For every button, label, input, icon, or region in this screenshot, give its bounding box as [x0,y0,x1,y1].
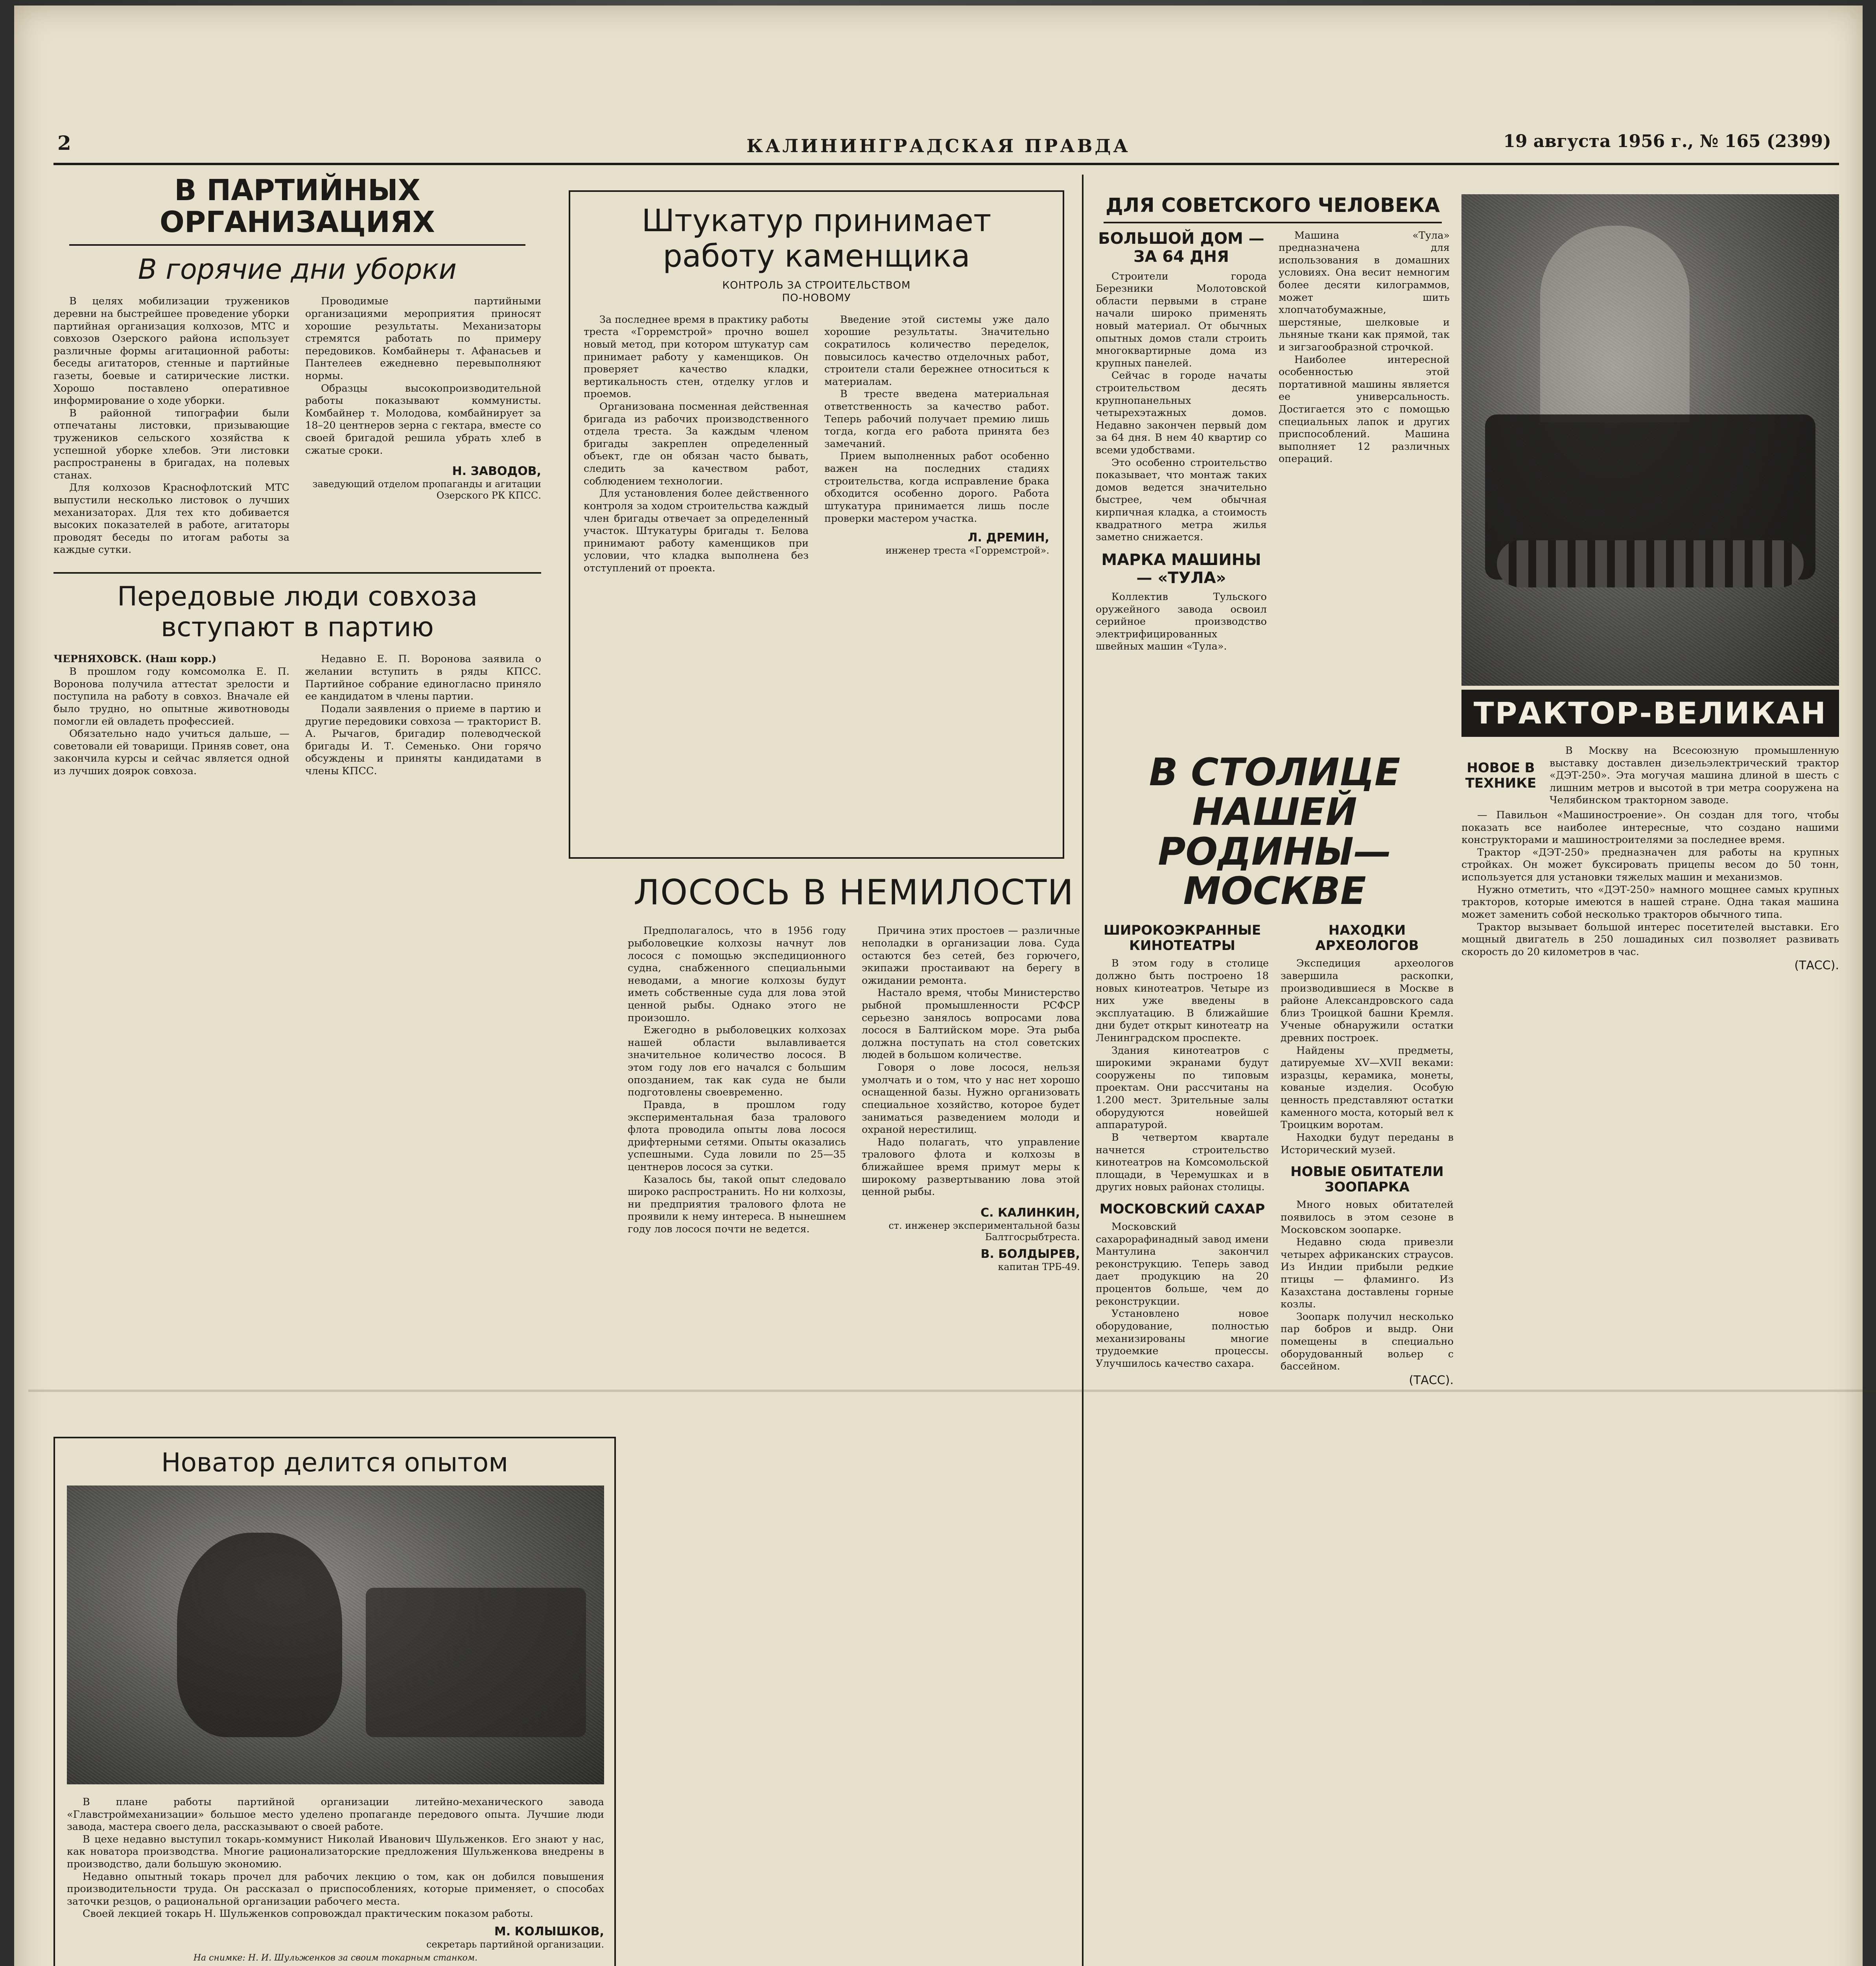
plasterer-paragraph: Введение этой системы уже дало хорошие результаты. Значительно сократилось количество переделок, повысилось качество отделочных работ, строители стали бережнее относиться к материалам. [824,313,1049,388]
issue-date: 19 августа 1956 г., № 165 (2399) [1503,131,1831,151]
zoo-paragraph: Зоопарк получил несколько пар бобров и выдр. Они помещены в специально оборудованный вольер с бассейном. [1281,1311,1454,1373]
brand-paragraph: Коллектив Тульского оружейного завода освоил серийное производство электрифицированных швейных машин «Тула». [1096,591,1267,653]
tractor-paragraph: Нужно отметить, что «ДЭТ-250» намного мощнее самых крупных тракторов, которые имеются в нашей стране. Одна такая машина может заменить собой несколько тракторов обычного типа. [1461,884,1839,920]
paper-fold [28,1390,1876,1392]
brand-paragraph: Машина «Тула» предназначена для использования в домашних условиях. Она весит немногим более десяти килограммов, может шить хлопчатобумажные, шерстяные, шелковые и льняные ткани как прямой, так и зигзагообразной строчкой. [1279,229,1450,353]
brand-title: МАРКА МАШИНЫ — «ТУЛА» [1101,550,1261,587]
novator-paragraph: В цехе недавно выступил токарь-коммунист Николай Иванович Шульженков. Его знают у нас, как новатора производства. Многие рационализаторские предложения Шульженкова внедрены в производство, дали большую экономию. [67,1833,604,1870]
page-number: 2 [57,131,71,155]
soviet-body [1096,230,1450,653]
novator-title: Новатор делится опытом [161,1447,509,1478]
salmon-paragraph: Правда, в прошлом году экспериментальная база тралового флота проводила опыты лова лосося дрифтерными сетями. Опыты оказались успешными. Суда ловили по 25—35 центнеров лосося за сутки. [628,1099,846,1173]
salmon-author-1: С. КАЛИНКИН, [980,1206,1080,1220]
tractor-signoff: (ТАСС). [1794,959,1839,973]
soviet-rubric: ДЛЯ СОВЕТСКОГО ЧЕЛОВЕКА [1106,194,1440,217]
salmon-paragraph: Казалось бы, такой опыт следовало широко распространить. Но ни колхозы, ни предприятия тралового флота не проявили к нему интереса. В нынешнем году лов лосося почти не ведется. [628,1173,846,1235]
salmon-author-2: В. БОЛДЫРЕВ, [980,1247,1080,1261]
tractor-track [1497,540,1804,587]
plasterer-paragraph: Организована посменная действенная бригада из рабочих производственного отдела треста. За каждым членом бригады закреплен определенный объект, где он обязан часто бывать, следить за качеством работ, соблюдением технологии. [584,401,809,487]
zoo-paragraph: Недавно сюда привезли четырех африканских страусов. Из Индии прибыли редкие птицы — фламинго. Из Казахстана доставлены горные козлы. [1281,1236,1454,1311]
tractor-body-cont [1461,809,1839,973]
sugar-paragraph: Московский сахарорафинадный завод имени Мантулина закончил реконструкцию. Теперь завод дает продукцию на 20 процентов больше, чем до реконструкции. [1096,1221,1269,1307]
salmon-paragraph: Надо полагать, что управление тралового флота и колхозы в ближайшее время примут меры к широкому развертыванию лова этой ценной рыбы. [862,1136,1080,1198]
salmon-author-2-role: капитан ТРБ-49. [998,1261,1080,1272]
novator-paragraph: В плане работы партийной организации литейно-механического завода «Главстроймеханизации» большое место уделено пропаганде передового опыта. Лучшие люди завода, мастера своего дела, рассказывают о своей работе. [67,1796,604,1833]
moscow-body [1096,923,1454,1388]
sovkhoz-title: Передовые люди совхоза вступают в партию [117,581,478,643]
rubric-rule [1104,222,1442,223]
masthead-rule [53,163,1839,165]
novator-body [67,1796,604,1963]
salmon-paragraph: Предполагалось, что в 1956 году рыболовецкие колхозы начнут лов лосося с помощью экспедиционного судна, снабженного специальными неводами, а многие колхозы будут иметь собственные суда для лова этой ценной рыбы. Однако этого не произошло. [628,925,846,1024]
tractor-paragraph: Трактор вызывает большой интерес посетителей выставки. Его мощный двигатель в 250 лошадиных сил позволяет развивать скорость до 20 километров в час. [1461,921,1839,958]
novator-paragraph: Недавно опытный токарь прочел для рабочих лекцию о том, как он добился повышения производительности труда. Он рассказал о приспособлениях, которые применяет, о способах заточки резцов, о рациональной организации рабочего места. [67,1870,604,1907]
moscow-title: В СТОЛИЦЕ НАШЕЙ РОДИНЫ—МОСКВЕ [1149,750,1401,913]
archaeologists-paragraph: Находки будут переданы в Исторический музей. [1281,1131,1454,1156]
harvest-paragraph: В целях мобилизации тружеников деревни на быстрейшее проведение уборки партийная организация колхозов, МТС и совхозов Озерского района использует различные формы агитационной работы: беседы агитаторов, стенные и партийные газеты, боевые и сатирические листки. Хорошо поставлено оперативное информирование о ходе уборки. [53,295,289,407]
novator-paragraph: Своей лекцией токарь Н. Шульженков сопровождал практическим показом работы. [83,1908,533,1920]
salmon-paragraph: Причина этих простоев — различные неполадки в организации лова. Суда остаются без сетей, без горючего, экипажи простаивают на берегу в ожидании ремонта. [862,925,1080,987]
plasterer-paragraph: Для установления более действенного контроля за ходом строительства каждый член бригады отвечает за определенный участок. Штукатуры бригады т. Белова принимают работу каменщиков при условии, что кладка выполнена без отступлений от проекта. [584,488,809,574]
plasterer-kicker: КОНТРОЛЬ ЗА СТРОИТЕЛЬСТВОМ ПО-НОВОМУ [722,280,911,304]
moscow-section [1096,750,1454,1966]
salmon-paragraph: Настало время, чтобы Министерство рыбной промышленности РСФСР серьезно занялось вопросами лова лосося в Балтийском море. Эта рыба должна поступать на стол советских людей в большом количестве. [862,987,1080,1061]
harvest-paragraph: В районной типографии были отпечатаны листовки, призывающие тружеников сельского хозяйства к успешной уборке хлебов. Эти листовки распространены в бригадах, на полевых станах. [53,407,289,481]
tech-label-col [1461,745,1540,807]
salmon-paragraph: Ежегодно в рыболовецких колхозах нашей области вылавливается значительное количество лосося. В этом году лов его начался с большим опозданием, так как суда не были подготовлены своевременно. [628,1024,846,1099]
novator-author-role: секретарь партийной организации. [426,1939,604,1950]
sovkhoz-paragraph: В прошлом году комсомолка Е. П. Воронова получила аттестат зрелости и поступила на работу в совхоз. Вначале ей было трудно, но опытные животноводы помогли ей овладеть профессией. [53,666,289,727]
cinema-title: ШИРОКОЭКРАННЫЕ КИНОТЕАТРЫ [1103,922,1261,954]
plasterer-body [584,314,1049,575]
house-paragraph: Строители города Березники Молотовской области первыми в стране начали широко применять новый материал. От обычных опытных домов стали строить многоквартирные дома из крупных панелей. [1096,270,1267,369]
house-title: БОЛЬШОЙ ДОМ — ЗА 64 ДНЯ [1098,229,1264,266]
harvest-author-role: заведующий отделом пропаганды и агитации Озерского РК КПСС. [312,479,541,501]
sovkhoz-paragraph: Подали заявления о приеме в партию и другие передовики совхоза — тракторист В. А. Рычагов, бригадир полеводческой бригады И. Т. Семенько. Они горячо обсуждены и приняты кандидатами в члены КПСС. [305,703,541,777]
archaeologists-paragraph: Найдены предметы, датируемые XV—XVII веками: изразцы, керамика, монеты, кованые изделия. Особую ценность представляют остатки каменного моста, который вел к Троицким воротам. [1281,1044,1454,1131]
party-section [53,175,541,1433]
plasterer-title: Штукатур принимает работу каменщика [641,203,991,274]
column-rule [1082,175,1084,1966]
harvest-body [53,295,541,556]
harvest-paragraph: Проводимые партийными организациями мероприятия приносят хорошие результаты. Механизаторы стремятся работать по примеру передовиков. Комбайнеры т. Афанасьев и Пантелеев ежедневно перевыполняют нормы. [305,295,541,382]
plasterer-box [569,190,1064,859]
salmon-author-1-role: ст. инженер экспериментальной базы Балтгосрыбтреста. [888,1220,1080,1243]
plasterer-paragraph: Прием выполненных работ особенно важен на последних стадиях строительства, когда исправление брака обходится особенно дорого. Работа штукатура принимается лишь после проверки мастером участка. [824,450,1049,525]
soviet-section [1096,194,1450,745]
harvest-title: В горячие дни уборки [138,253,457,285]
tractor-paragraph: Трактор «ДЭТ-250» предназначен для работы на крупных стройках. Он может буксировать прицепы весом до 50 тонн, используется для установки тяжелых машин и механизмов. [1461,846,1839,884]
tractor-banner: ТРАКТОР-ВЕЛИКАН [1461,690,1839,737]
sovkhoz-paragraph: Обязательно надо учиться дальше, — советовали ей товарищи. Приняв совет, она закончила курсы и сейчас является одной из лучших доярок совхоза. [53,728,289,777]
tractor-photo [1461,194,1839,686]
tech-label: НОВОЕ В ТЕХНИКЕ [1465,760,1537,792]
harvest-paragraph: Для колхозов Краснофлотский МТС выпустили несколько листовок о лучших механизаторах. Для тех кто добивается высоких показателей в работе, агитаторы проводят беседы по итогам работы за каждые сутки. [53,482,289,556]
brand-paragraph: Наиболее интересной особенностью этой портативной машины является ее универсальность. Достигается это с помощью специальных лапок и других приспособлений. Машина выполняет 12 различных операций. [1279,353,1450,465]
building-shape [1540,226,1690,422]
archaeologists-title: НАХОДКИ АРХЕОЛОГОВ [1315,922,1419,954]
plasterer-paragraph: В тресте введена материальная ответственность за качество работ. Теперь рабочий получает премию лишь тогда, когда его работа принята без замечаний. [824,388,1049,450]
tractor-article [1461,745,1839,1472]
newspaper-page [14,6,1863,1966]
house-paragraph: Сейчас в городе начаты строительством десять крупнопанельных четырехэтажных домов. Недавно закончен первый дом за 64 дня. В нем 40 квартир со всеми удобствами. [1096,370,1267,457]
party-rubric: В ПАРТИЙНЫХ ОРГАНИЗАЦИЯХ [160,173,435,239]
plasterer-author: Л. ДРЕМИН, [967,531,1049,545]
cinema-paragraph: В четвертом квартале начнется строительство кинотеатров на Комсомольской площади, в Черемушках и в других новых районах столицы. [1096,1131,1269,1193]
sovkhoz-paragraph: Недавно Е. П. Воронова заявила о желании вступить в ряды КПСС. Партийное собрание единогласно приняло ее кандидатом в члены партии. [305,653,541,703]
harvest-paragraph: Образцы высокопроизводительной работы показывают коммунисты. Комбайнер т. Молодова, комбайнирует за 18–20 центнеров зерна с гектара, вместе со своей бригадой решила убрать хлеб в сжатые сроки. [305,382,541,457]
tractor-paragraph: — Павильон «Машиностроение». Он создан для того, чтобы показать все наиболее интересные, что создано нашими конструкторами и машиностроителями за последнее время. [1461,809,1839,846]
rubric-rule [69,244,525,246]
sovkhoz-dateline: ЧЕРНЯХОВСК. (Наш корр.) [53,653,217,665]
lathe-machine [366,1588,586,1737]
zoo-paragraph: Много новых обитателей появилось в этом сезоне в Московском зоопарке. [1281,1199,1454,1236]
worker-figure [177,1533,342,1737]
salmon-body [628,925,1080,1272]
tractor-paragraph: В Москву на Всесоюзную промышленную выставку доставлен дизельэлектрический трактор «ДЭТ-250». Эта могучая машина длиной в шесть с лишним метров и высотой в три метра сооружена на Челябинском тракторном заводе. [1550,745,1839,806]
novator-photo [67,1486,604,1784]
salmon-article [628,874,1080,1966]
house-paragraph: Это особенно строительство показывает, что монтаж таких домов ведется значительно быстрее, чем обычная кирпичная кладка, а стоимость квадратного метра жилья заметно снижается. [1096,457,1267,543]
archaeologists-paragraph: Экспедиция археологов завершила раскопки, производившиеся в Москве в районе Александровского сада близ Троицкой башни Кремля. Ученые обнаружили остатки древних построек. [1281,957,1454,1044]
cinema-paragraph: В этом году в столице должно быть построено 18 новых кинотеатров. Четыре из них уже введены в эксплуатацию. В ближайшие дни будет открыт кинотеатр на Ленинградском проспекте. [1096,957,1269,1044]
sugar-paragraph: Установлено новое оборудование, полностью механизированы многие трудоемкие процессы. Улучшилось качество сахара. [1096,1308,1269,1370]
harvest-author: Н. ЗАВОДОВ, [452,464,541,479]
zoo-title: НОВЫЕ ОБИТАТЕЛИ ЗООПАРКА [1290,1164,1444,1195]
sovkhoz-body [53,653,541,777]
novator-caption: На снимке: Н. И. Шульженков за своим токарным станком. [193,1953,478,1963]
salmon-title: ЛОСОСЬ В НЕМИЛОСТИ [633,872,1074,913]
tractor-body [1461,745,1839,807]
plasterer-author-role: инженер треста «Горремстрой». [885,545,1049,556]
zoo-signoff: (ТАСС). [1409,1373,1454,1387]
section-rule [53,572,541,574]
salmon-paragraph: Говоря о лове лосося, нельзя умолчать и о том, что у нас нет хорошо оснащенной базы. Нужно организовать специальное хозяйство, которое будет заниматься разведением молоди и охраной нерестилищ. [862,1062,1080,1136]
sugar-title: МОСКОВСКИЙ САХАР [1099,1201,1265,1217]
plasterer-paragraph: За последнее время в практику работы треста «Горремстрой» прочно вошел новый метод, при котором штукатур сам принимает работу у каменщиков. Он проверяет качество кладки, вертикальность стен, отделку углов и проемов. [584,313,809,400]
novator-author: М. КОЛЫШКОВ, [494,1925,604,1939]
novator-box [53,1437,616,1966]
paper-name: КАЛИНИНГРАДСКАЯ ПРАВДА [746,135,1130,156]
cinema-paragraph: Здания кинотеатров с широкими экранами будут сооружены по типовым проектам. Они рассчитаны на 1.200 мест. Зрительные залы оборудуются новейшей аппаратурой. [1096,1044,1269,1131]
